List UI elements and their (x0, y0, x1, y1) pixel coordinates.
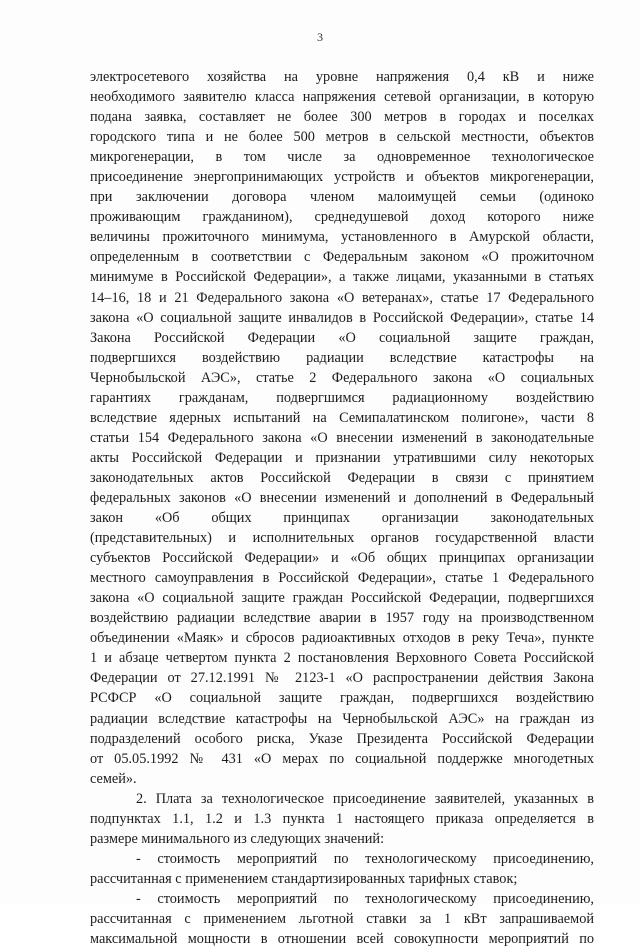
paragraph-2 (90, 789, 594, 849)
text-line: закона «О социальной защите инвалидов в Российской Федерации», статье 14 (90, 309, 594, 326)
text-line: семей». (90, 770, 137, 787)
text-line: - стоимость мероприятий по технологическому присоединению, (136, 850, 594, 867)
text-line: закон «Об общих принципах организации законодательных (90, 510, 594, 527)
text-line: при заключении договора членом малоимущей семьи (одиноко (90, 189, 594, 206)
text-line: рассчитанная с применением льготной ставки за 1 кВт запрашиваемой (90, 910, 594, 927)
text-line: величины прожиточного минимума, установленного в Амурской области, (90, 229, 594, 246)
text-line: - стоимость мероприятий по технологическому присоединению, (136, 890, 594, 907)
text-line: статьи 154 Федерального закона «О внесении изменений в законодательные (90, 429, 594, 446)
text-line: 14–16, 18 и 21 Федерального закона «О ветеранах», статье 17 Федерального (90, 289, 594, 306)
text-line: гарантиях гражданам, подвергшимся радиационному воздействию (90, 389, 594, 406)
text-line: закона «О социальной защите граждан Российской Федерации, подвергшихся (90, 590, 594, 607)
text-line: присоединение энергопринимающих устройств и объектов микрогенерации, (90, 169, 594, 186)
text-line: подразделений особого риска, Указе Президента Российской Федерации (90, 730, 594, 747)
text-line: городского типа и не более 500 метров в сельской местности, объектов (90, 129, 594, 146)
text-line: акты Российской Федерации и признании утратившими силу некоторых (90, 449, 594, 466)
text-line: максимальной мощности в отношении всей совокупности мероприятий по (90, 931, 594, 948)
text-line: размере минимального из следующих значений: (90, 830, 385, 847)
page-number: 3 (317, 30, 323, 44)
text-line: микрогенерации, в том числе за одновременное технологическое (90, 149, 594, 166)
paragraph-1 (90, 67, 594, 789)
text-line: федеральных законов «О внесении изменений и дополнений в Федеральный (90, 489, 594, 506)
text-line: Закона Российской Федерации «О социальной защите граждан, (90, 329, 594, 346)
text-line: проживающим гражданином), среднедушевой доход которого ниже (90, 209, 594, 226)
paragraph-4 (90, 889, 594, 949)
text-line: местного самоуправления в Российской Федерации», статье 1 Федерального (90, 570, 594, 587)
text-line: рассчитанная с применением стандартизированных тарифных ставок; (90, 870, 518, 887)
text-line: 1 и абзаце четвертом пункта 2 постановления Верховного Совета Российской (90, 650, 594, 667)
paragraph-3 (90, 849, 594, 889)
text-line: от 05.05.1992 № 431 «О мерах по социальной поддержке многодетных (90, 750, 594, 767)
text-line: (представительных) и исполнительных органов государственной власти (90, 530, 594, 547)
text-line: воздействию радиации вследствие аварии в 1957 году на производственном (90, 610, 594, 627)
text-line: субъектов Российской Федерации» и «Об общих принципах организации (90, 550, 594, 567)
document-body (90, 67, 594, 949)
text-line: подпунктах 1.1, 1.2 и 1.3 пункта 1 настоящего приказа определяется в (90, 810, 594, 827)
text-line: Федерации от 27.12.1991 № 2123-1 «О распространении действия Закона (90, 670, 594, 687)
text-line: Чернобыльской АЭС», статье 2 Федерального закона «О социальных (90, 369, 594, 386)
text-line: 2. Плата за технологическое присоединение заявителей, указанных в (136, 790, 594, 807)
text-line: подвергшихся воздействию радиации вследствие катастрофы на (90, 349, 594, 366)
text-line: вследствие ядерных испытаний на Семипалатинском полигоне», части 8 (90, 409, 594, 426)
text-line: электросетевого хозяйства на уровне напряжения 0,4 кВ и ниже (90, 69, 594, 85)
text-line: минимуме в Российской Федерации», а также лицами, указанными в статьях (90, 269, 594, 286)
text-line: объединении «Маяк» и сбросов радиоактивных отходов в реку Теча», пункте (90, 630, 594, 647)
text-line: радиации вследствие катастрофы на Чернобыльской АЭС» на граждан из (90, 710, 594, 727)
text-line: РСФСР «О социальной защите граждан, подвергшихся воздействию (90, 690, 594, 707)
text-line: подана заявка, составляет не более 300 метров в городах и поселках (90, 109, 594, 126)
text-line: определенным в соответствии с Федеральным законом «О прожиточном (90, 249, 594, 266)
text-line: необходимого заявителю класса напряжения сетевой организации, в которую (90, 89, 594, 106)
text-line: законодательных актов Российской Федерации в связи с принятием (90, 469, 594, 486)
